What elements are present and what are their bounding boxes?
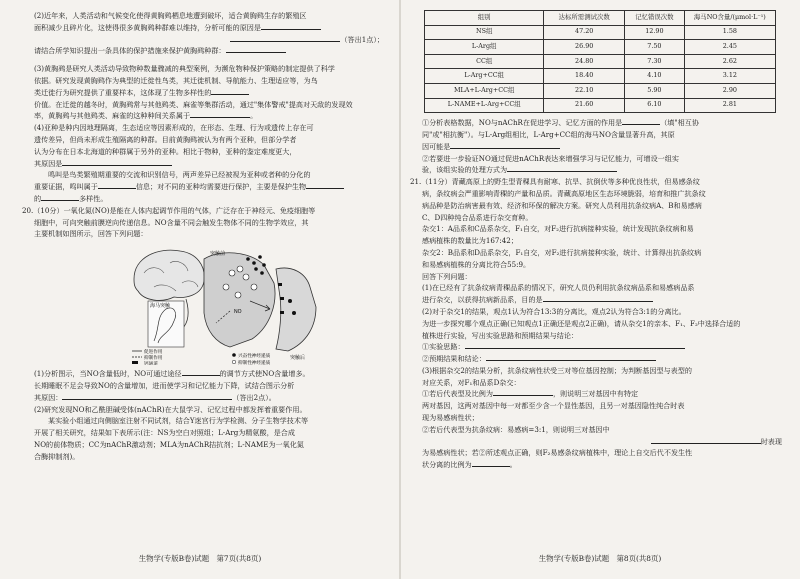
hippocampus-label: 海马突触 [150,303,171,310]
q21-intro-5: 感病植株的数量比为167:42； [422,236,518,246]
q21-1-line1: (1)在已经有了抗条纹病青稞品系的情况下，研究人员仍利用抗条纹病品系和易感病品系 [422,283,695,293]
q21-intro-2: 病品种是防治病害最有效、经济和环保的解决方案。研究人员利用抗条纹病A、B和易感病 [422,200,702,210]
table-row [425,69,776,84]
q21-3-line3: ①若后代表型及比例为 ，则说明三对基因中有特定 [422,389,639,399]
presynaptic-label: 突触前 [210,251,226,258]
q20-2b-line2: 验，该组实验的处理方式为 [422,164,782,176]
legend-ca-channel: 钙通道 [144,361,158,366]
q19-4-line6: 重要证据，鸣叫属于 信息；对不同的亚种均需要进行保护，主要是保护生物 [34,181,384,193]
q19-4-line1: (4)亚种是种内因地理隔离，生态适应等因素形成的，在形态、生理、行为或遗传上存在可 [34,123,314,133]
table-row [425,25,776,40]
table-cell: 1.58 [684,25,775,40]
table-header: 记忆错误次数 [625,11,685,26]
table-cell: 7.50 [625,40,685,55]
table-cell: 2.45 [684,40,775,55]
q20-1-line2: 长期睡眠不足会导致NO的含量增加，进而使学习和记忆能力下降，试结合图示分析 [34,380,295,390]
q19-3-line4: 价值。在迁徙的越冬时，黄胸鹀常与其他鹀类、麻雀等集群活动，通过"集体警戒"提高对天敌的发现效 [34,99,353,109]
q20-2-line3: 开展了相关研究，结果如下表所示(注：NS为空白对照组；L-Arg为精氨酸，是合成 [34,428,295,438]
postsynaptic-cell [276,268,316,351]
q20-1-line3: 其原因： （答出2点）。 [34,392,276,402]
page-7-footer: 生物学(专版B卷)试题 第7页(共8页) [138,554,262,563]
q20-intro-1: 细胞中，可向突触前膜逆向传递信息。NO含量不同会触发生物体不同的生物学效应，其 [34,217,309,227]
q19-3-line1: (3)黄胸鹀是研究人类活动导致物种数量骤减的典型案例，为濒危物种保护策略的制定提供了科学 [34,64,335,74]
q21-intro-7: 和易感病植株的分离比符合55:9。 [422,259,531,269]
table-cell: 22.10 [544,83,625,98]
postsynaptic-label: 突触后 [290,355,306,362]
legend-inhibit: 抑制作用 [144,355,163,361]
table-cell: 21.60 [544,98,625,113]
q21-2-line2: 为进一步探究哪个观点正确(已知观点1正确还是观点2正确)，请从杂交1的亲本、F₁、F₂中选择合适的 [422,318,741,328]
q21-head: 21.（11分）青藏高原上的野生型青稞具有耐寒、抗旱、抗倒伏等多种优良性状，但易感条纹 [410,177,700,187]
table-cell: NS组 [425,25,544,40]
table-header: 达标所需测试次数 [544,11,625,26]
q19-3-line5: 率，黄胸鹀与其他鹀类、麻雀的这种种间关系属于 。 [34,111,258,121]
table-row [425,40,776,55]
q21-intro-1: 病，条纹病会严重影响青稞的产量和品质。青藏高原地区生态环境脆弱，培育和推广抗条纹 [422,188,706,198]
q20-head: 20.（10分）一氧化氮(NO)是能在人体内起调节作用的气体，广泛存在于神经元、免疫细胞等 [22,205,316,215]
table-cell: L-NAME+L-Arg+CC组 [425,98,544,113]
q19-2-line3: （答出1点）； [34,34,384,46]
q19-3-line3: 类迁徙行为研究提供了重要样本，这体现了生物多样性的 [34,87,384,99]
q19-2-line2: 面积减少且碎片化，这使得很多黄胸鹀种群难以维持，分析可能的原因是 [34,22,384,34]
table-row [425,98,776,113]
table-cell: CC组 [425,54,544,69]
table-cell: L-Arg+CC组 [425,69,544,84]
table-cell: 24.80 [544,54,625,69]
q21-3-line7: 时表现 [422,436,782,448]
page-8-footer: 生物学(专版B卷)试题 第8页(共8页) [538,554,662,563]
legend-vesicle: 兴奋性神经递质 [238,353,271,359]
q19-2-line1: (2)近年来，人类活动和气候变化使得黄胸鹀栖息地遭到破坏，适合黄胸鹀生存的繁殖区 [34,11,307,20]
table-cell: 18.40 [544,69,625,84]
table-row [425,83,776,98]
table-cell: 4.10 [625,69,685,84]
q20-2-line5: 合酶抑制剂)。 [34,451,80,461]
q19-4-line2: 遗传差异，但尚未形成生殖隔离的种群。目前黄胸鹀被认为有两个亚种，但部分学者 [34,134,297,144]
q19-3-line2: 依据。研究发现黄胸鹀作为典型的迁徙性鸟类，其迁徙机制、导航能力、生理适应等，为鸟 [34,75,318,85]
legend-receptor: 抑制性神经递质 [238,360,271,366]
table-cell: 7.30 [625,54,685,69]
no-mechanism-figure [34,243,384,365]
q20-intro-2: 主要机制如图所示，回答下列问题： [34,229,148,239]
q21-intro-8: 回答下列问题： [422,271,472,281]
table-cell: 6.10 [625,98,685,113]
brain-icon [134,250,204,300]
q20-2-line4: NO的前体物质；CC为nAChR激动剂；MLA为nAChR拮抗剂；L-NAME为一氧化氮 [34,439,304,449]
q20-2a-line1: ①分析表格数据，NO与nAChR在促进学习、记忆方面的作用是 （填"相互协 [422,118,699,128]
q21-intro-4: 杂交1：A品系和C品系杂交，F₁自交，对F₂进行抗病接种实验，统计发现抗条纹病和易 [422,224,694,234]
table-header: 组别 [425,11,544,26]
table-header-row [425,11,776,26]
q21-1-line2: 进行杂交，以获得抗病新品系，目的是 [422,294,782,306]
q19-2-line4: 请结合所学知识提出一条具体的保护措施来保护黄胸鹀种群： [34,45,384,57]
q20-2-line1: (2)研究发现NO和乙酰胆碱受体(nAChR)在大鼠学习、记忆过程中都发挥着重要作用。 [34,404,307,414]
q21-3-line5: 现为易感病性状； [422,413,479,423]
table-row [425,54,776,69]
q20-2a-line3: 因可能是 [422,141,782,153]
no-label: NO [234,309,242,316]
q21-3-line9: 状分离的比例为 。 [422,460,517,470]
table-cell: 2.90 [684,83,775,98]
table-cell: 2.62 [684,54,775,69]
q20-2a-line2: 同"或"相抗衡"）。与L-Arg组相比，L-Arg+CC组的海马NO含量显著升高，其原 [422,129,675,139]
q21-3-line1: (3)根据杂交2的结果分析，抗条纹病性状受三对等位基因控制；为判断基因型与表型的 [422,365,692,375]
q21-2-line3: 植株进行实验，写出实验思路和预期结果与结论： [422,330,579,340]
q21-3-line8: 为易感病性状；若②所述观点正确，则F₂易感条纹病植株中，理论上自交后代不发生性 [422,448,693,458]
table-cell: 2.81 [684,98,775,113]
q21-3-line4: 两对基因，这两对基因中每一对都至少含一个显性基因，且另一对基因隐性纯合时表 [422,401,685,411]
q21-3-line2: 对应关系，对F₁和品系D杂交： [422,377,521,387]
q19-4-line3: 认为分布在日本北海道的种群属于另外的亚种。相比于物种，亚种的鉴定难度更大， [34,146,297,156]
experiment-table [424,10,776,113]
q21-2-line1: (2)对于杂交1的结果，观点1认为符合13:3的分离比，观点2认为符合3:1的分离比。 [422,306,686,316]
q20-2-line2: 某实验小组通过向侧脑室注射不同试剂，结合Y迷宫行为学检测、分子生物学技术等 [48,416,309,426]
q21-intro-3: C、D四种纯合品系进行杂交育种。 [422,212,533,222]
q21-intro-6: 杂交2：B品系和D品系杂交，F₁自交，对F₂进行抗病接种实验，统计、计算得出抗条纹病 [422,247,702,257]
table-header: 海马NO含量/(μmol·L⁻¹) [684,11,775,26]
page-8-content [410,10,782,471]
table-cell: 3.12 [684,69,775,84]
figure-svg [130,243,320,365]
table-cell: 26.90 [544,40,625,55]
table-cell: L-Arg组 [425,40,544,55]
table-cell: 47.20 [544,25,625,40]
q21-2-line4: ①实验思路： [422,341,782,353]
q19-4-line5: 鸣叫是鸟类繁殖期重要的交流和识别信号，两声差异已经被视为亚种或者种的分化的 [48,170,311,180]
q21-3-line6: ②若后代表型为抗条纹病：易感病=3:1，则说明三对基因中 [422,424,610,434]
table-cell: 12.90 [625,25,685,40]
legend-promote: 促进作用 [144,349,163,355]
q20-2b-line1: ②若要进一步验证NO通过促进nAChR表达来增强学习与记忆能力，可增设一组实 [422,153,679,163]
q19-4-line7: 的 多样性。 [34,193,108,203]
table-cell: MLA+L-Arg+CC组 [425,83,544,98]
page-7-content [22,10,384,463]
page-8 [400,0,800,579]
table-cell: 5.90 [625,83,685,98]
q20-1-line1: (1)分析图示，当NO含量低时，NO可通过途径 的调节方式使NO含量增多。 [34,369,310,379]
q21-2-line5: ②预期结果和结论： [422,353,782,365]
q19-4-line4: 其原因是 [34,158,384,170]
